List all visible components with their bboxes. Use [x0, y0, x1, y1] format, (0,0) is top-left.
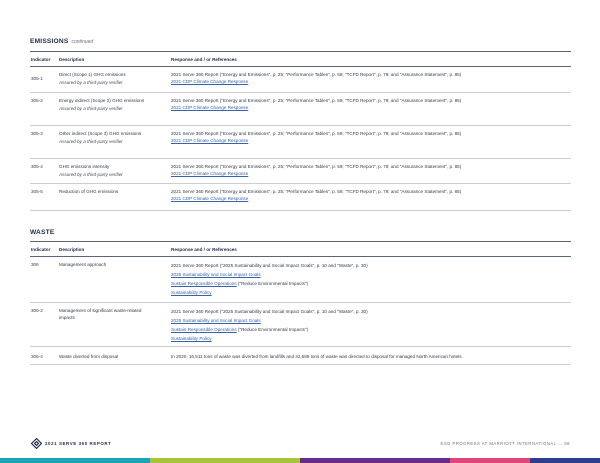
goals-link[interactable]: 2025 Sustainability and Social Impact Goals	[171, 272, 261, 277]
description-text: Direct (Scope 1) GHG emissions	[59, 72, 126, 77]
cdp-link[interactable]: 2021 CDP Climate Change Response	[171, 138, 249, 144]
response-text: 2021 Serve 360 Report ("Energy and Emissions", p. 25; "Performance Tables", p. 59; "TCFD Report", p. 79; and "Assurance Statement", p. 85)	[171, 98, 462, 103]
policy-link[interactable]: Sustainability Policy	[171, 290, 212, 295]
response-cell	[171, 93, 571, 126]
emissions-title: EMISSIONS	[30, 38, 69, 45]
cdp-link[interactable]: 2021 CDP Climate Change Response	[171, 105, 249, 111]
emissions-heading	[30, 38, 93, 45]
description-cell	[59, 347, 171, 365]
waste-title: WASTE	[30, 229, 55, 236]
continued-label: continued	[71, 39, 94, 45]
color-segment	[530, 458, 600, 463]
color-segment	[300, 458, 450, 463]
header-response: Response and / or References	[171, 242, 571, 257]
description-cell	[59, 67, 171, 93]
response-cell	[171, 126, 571, 159]
header-indicator: Indicator	[30, 52, 59, 67]
response-cell	[171, 159, 571, 184]
description-text: Other indirect (Scope 3) GHG emissions	[59, 131, 142, 136]
operations-line	[171, 279, 571, 288]
header-description: Description	[59, 52, 171, 67]
table-row	[30, 257, 571, 303]
response-text: 2021 Serve 360 Report ("2025 Sustainability and Social Impact Goals", p. 10 and "Waste", p. 30)	[171, 309, 368, 314]
table-row	[30, 184, 571, 211]
table-row	[30, 159, 571, 184]
description-text: Management of significant waste-related impacts	[59, 308, 142, 321]
description-text: Energy indirect (Scope 2) GHG emissions	[59, 98, 145, 103]
description-cell	[59, 257, 171, 303]
description-cell	[59, 184, 171, 211]
serve-360-logo-icon	[31, 438, 42, 449]
indicator-cell	[30, 303, 59, 347]
cdp-link[interactable]: 2021 CDP Climate Change Response	[171, 196, 249, 202]
indicator-cell	[30, 93, 59, 126]
header-description: Description	[59, 242, 171, 257]
report-title: 2021 SERVE 360 REPORT	[45, 441, 112, 446]
indicator-cell	[30, 347, 59, 365]
indicator-code: 305-2	[31, 98, 43, 103]
policy-link[interactable]: Sustainability Policy	[171, 336, 212, 341]
description-cell	[59, 303, 171, 347]
header-response: Response and / or References	[171, 52, 571, 67]
color-segment	[450, 458, 530, 463]
indicator-cell	[30, 184, 59, 211]
indicator-code: 305-4	[31, 164, 43, 169]
response-text: 2021 Serve 360 Report ("Energy and Emissions", p. 25; "Performance Tables", p. 59; "TCFD Report", p. 79; and "Assurance Statement", p. 85)	[171, 189, 462, 194]
table-header-row	[30, 242, 571, 257]
response-cell	[171, 67, 571, 93]
response-cell	[171, 347, 571, 365]
description-cell	[59, 159, 171, 184]
verifier-note: Assured by a third-party verifier	[59, 139, 123, 145]
description-text: Waste diverted from disposal	[59, 354, 119, 359]
indicator-code: 306-4	[31, 354, 43, 359]
description-text: Reduction of GHG emissions	[59, 189, 119, 194]
operations-line	[171, 325, 571, 334]
indicator-code: 306	[31, 262, 39, 267]
description-cell	[59, 93, 171, 126]
table-row	[30, 126, 571, 159]
description-text: Management approach	[59, 262, 107, 267]
response-cell	[171, 257, 571, 303]
indicator-cell	[30, 67, 59, 93]
waste-table	[30, 241, 571, 365]
waste-heading	[30, 229, 54, 236]
table-row	[30, 347, 571, 365]
operations-suffix: ("Reduce Environmental Impacts")	[236, 327, 309, 332]
description-cell	[59, 126, 171, 159]
table-row	[30, 93, 571, 126]
response-text: 2021 Serve 360 Report ("2025 Sustainability and Social Impact Goals", p. 10 and "Waste", p. 30)	[171, 263, 368, 268]
table-header-row	[30, 52, 571, 67]
response-text: 2021 Serve 360 Report ("Energy and Emissions", p. 25; "Performance Tables", p. 59; "TCFD Report", p. 79; and "Assurance Statement", p. 85)	[171, 131, 462, 136]
response-text: In 2020, 16,511 tons of waste was diverted from landfills and 32,589 tons of waste was directed to disposal for managed North American hotels.	[171, 354, 463, 359]
operations-link[interactable]: Sustain Responsible Operations	[171, 281, 237, 286]
decorative-color-bar	[0, 458, 600, 463]
table-row	[30, 67, 571, 93]
response-cell	[171, 184, 571, 211]
indicator-code: 305-3	[31, 131, 43, 136]
indicator-code: 306-2	[31, 308, 43, 313]
indicator-cell	[30, 257, 59, 303]
cdp-link[interactable]: 2021 CDP Climate Change Response	[171, 79, 249, 85]
page-number[interactable]: ESG PROGRESS AT MARRIOTT INTERNATIONAL → 68	[440, 441, 570, 446]
cdp-link[interactable]: 2021 CDP Climate Change Response	[171, 171, 249, 177]
color-segment	[0, 458, 150, 463]
verifier-note: Assured by a third-party verifier	[59, 106, 123, 112]
indicator-cell	[30, 159, 59, 184]
goals-link[interactable]: 2025 Sustainability and Social Impact Goals	[171, 318, 261, 323]
indicator-cell	[30, 126, 59, 159]
page-footer	[0, 436, 600, 454]
verifier-note: Assured by a third-party verifier	[59, 80, 123, 86]
header-indicator: Indicator	[30, 242, 59, 257]
response-text: 2021 Serve 360 Report ("Energy and Emissions", p. 25; "Performance Tables", p. 59; "TCFD Report", p. 79; and "Assurance Statement", p. 85)	[171, 164, 462, 169]
operations-suffix: ("Reduce Environmental Impacts")	[236, 281, 309, 286]
response-cell	[171, 303, 571, 347]
emissions-table	[30, 51, 571, 211]
description-text: GHG emissions intensity	[59, 164, 110, 169]
table-row	[30, 303, 571, 347]
color-segment	[150, 458, 300, 463]
response-text: 2021 Serve 360 Report ("Energy and Emissions", p. 25; "Performance Tables", p. 59; "TCFD Report", p. 79; and "Assurance Statement", p. 85)	[171, 72, 462, 77]
operations-link[interactable]: Sustain Responsible Operations	[171, 327, 237, 332]
indicator-code: 305-5	[31, 189, 43, 194]
indicator-code: 305-1	[31, 76, 43, 81]
verifier-note: Assured by a third-party verifier	[59, 172, 123, 178]
